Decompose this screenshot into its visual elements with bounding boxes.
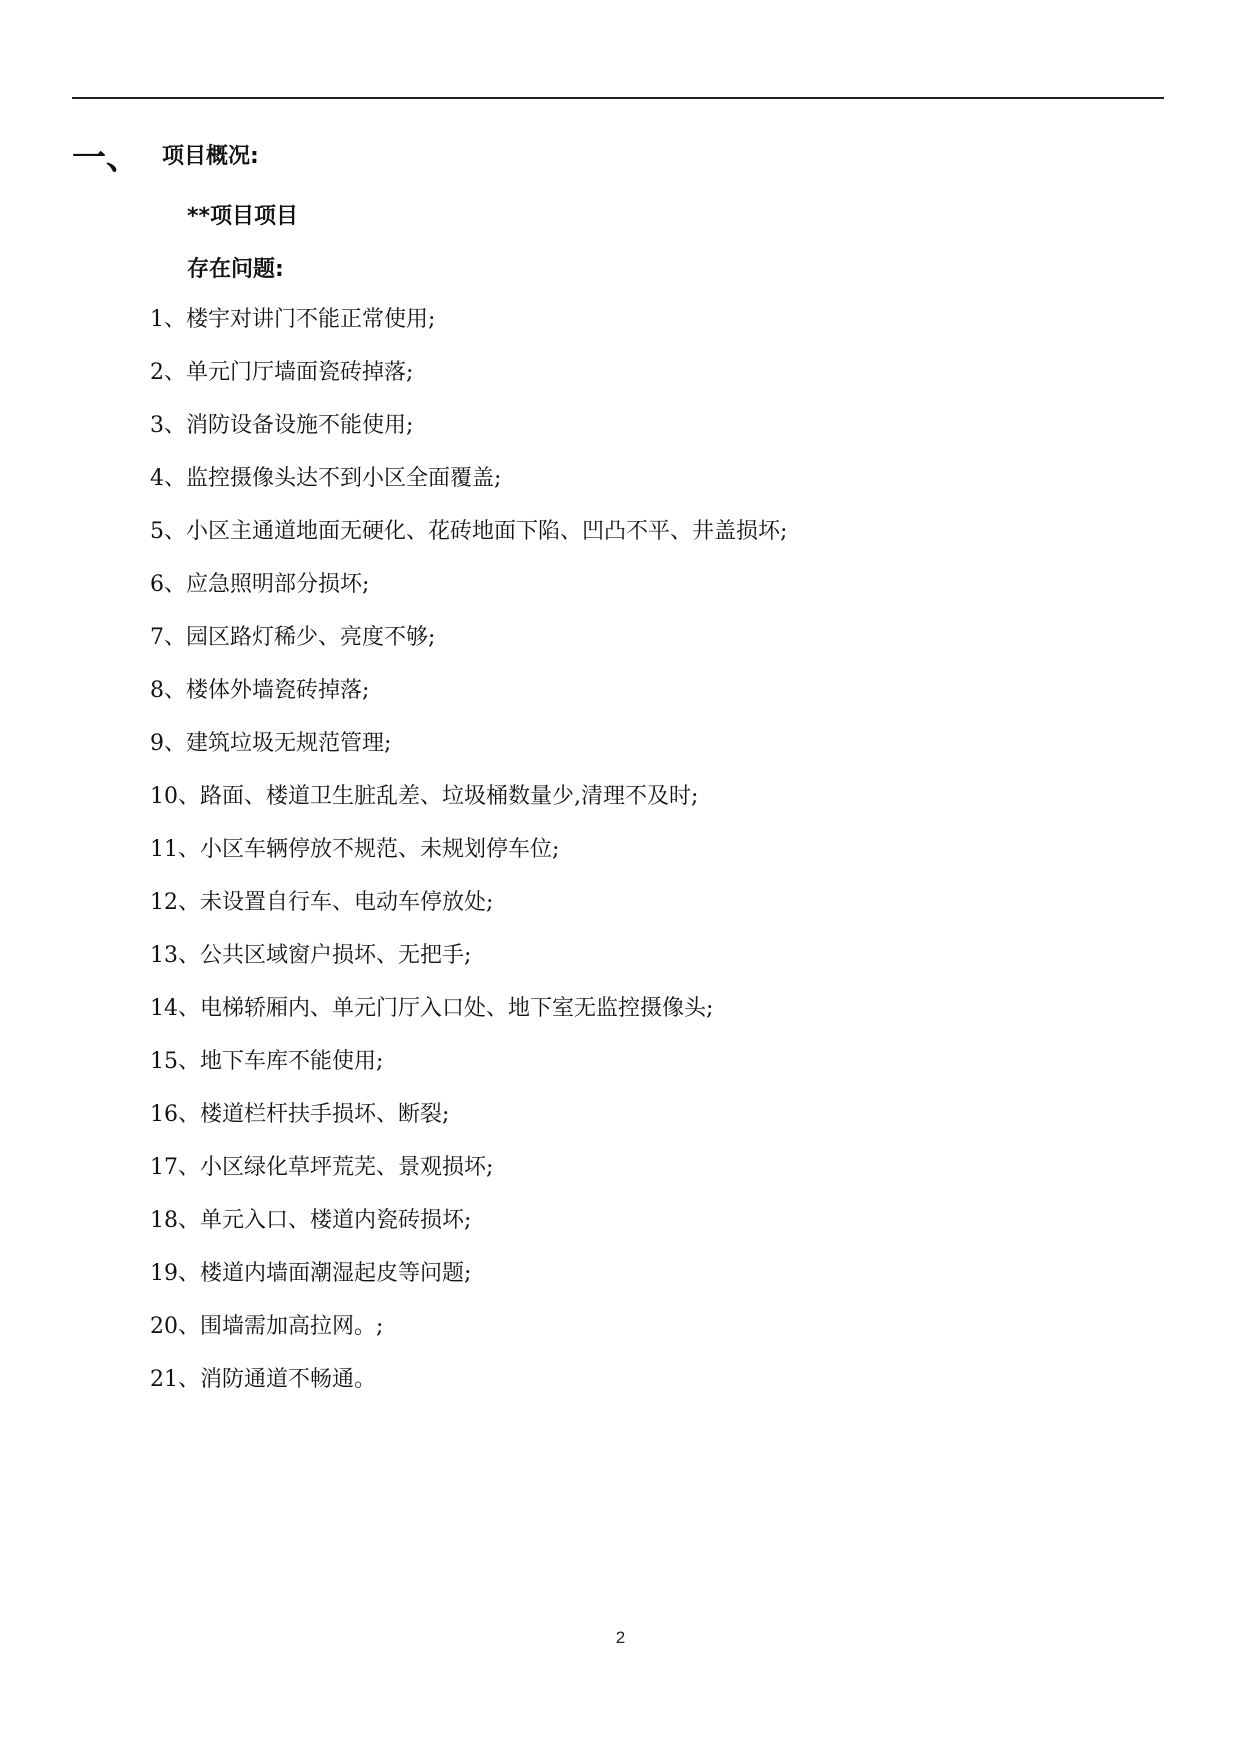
list-item-text: 楼道内墙面潮湿起皮等问题;	[200, 1261, 472, 1286]
list-item	[150, 938, 787, 991]
list-item-text: 监控摄像头达不到小区全面覆盖;	[186, 466, 502, 491]
list-item	[150, 1044, 787, 1097]
list-item-text: 园区路灯稀少、亮度不够;	[186, 625, 436, 650]
list-item	[150, 408, 787, 461]
list-item-text: 消防通道不畅通。	[200, 1367, 377, 1392]
list-item-number: 12、	[150, 890, 200, 915]
list-item-number: 14、	[150, 996, 200, 1021]
list-item-number: 18、	[150, 1208, 200, 1233]
list-item	[150, 1097, 787, 1150]
header-rule	[72, 97, 1164, 99]
list-item-text: 楼道栏杆扶手损坏、断裂;	[200, 1102, 450, 1127]
list-item	[150, 1309, 787, 1362]
list-item-number: 4、	[150, 466, 186, 491]
list-item	[150, 302, 787, 355]
list-item	[150, 1256, 787, 1309]
list-item-number: 20、	[150, 1314, 200, 1339]
list-item-number: 1、	[150, 307, 186, 332]
section-heading	[72, 134, 259, 178]
list-item	[150, 991, 787, 1044]
list-item-number: 9、	[150, 731, 186, 756]
list-item-number: 13、	[150, 943, 200, 968]
list-item-text: 楼体外墙瓷砖掉落;	[186, 678, 370, 703]
list-item	[150, 1150, 787, 1203]
list-item	[150, 461, 787, 514]
list-item-text: 消防设备设施不能使用;	[186, 413, 414, 438]
list-item	[150, 726, 787, 779]
list-item-text: 小区车辆停放不规范、未规划停车位;	[200, 837, 560, 862]
list-item-number: 5、	[150, 519, 186, 544]
list-item-text: 公共区域窗户损坏、无把手;	[200, 943, 472, 968]
list-item	[150, 1203, 787, 1256]
list-item-text: 路面、楼道卫生脏乱差、垃圾桶数量少,清理不及时;	[200, 784, 699, 809]
list-item	[150, 885, 787, 938]
list-item-text: 电梯轿厢内、单元门厅入口处、地下室无监控摄像头;	[200, 996, 714, 1021]
list-item-number: 7、	[150, 625, 186, 650]
issue-list	[150, 302, 787, 1415]
list-item-number: 6、	[150, 572, 186, 597]
list-item-text: 建筑垃圾无规范管理;	[186, 731, 392, 756]
list-item	[150, 567, 787, 620]
list-item-number: 15、	[150, 1049, 200, 1074]
list-item-number: 17、	[150, 1155, 200, 1180]
section-title: 项目概况:	[162, 143, 259, 169]
list-item-number: 2、	[150, 360, 186, 385]
list-item-number: 10、	[150, 784, 200, 809]
project-name: **项目项目	[187, 204, 299, 229]
list-item-text: 单元入口、楼道内瓷砖损坏;	[200, 1208, 472, 1233]
list-item-text: 单元门厅墙面瓷砖掉落;	[186, 360, 414, 385]
list-item-text: 围墙需加高拉网。;	[200, 1314, 384, 1339]
list-item-number: 19、	[150, 1261, 200, 1286]
list-item-text: 未设置自行车、电动车停放处;	[200, 890, 494, 915]
list-item-number: 3、	[150, 413, 186, 438]
list-item-text: 地下车库不能使用;	[200, 1049, 384, 1074]
list-item	[150, 832, 787, 885]
list-item-number: 16、	[150, 1102, 200, 1127]
list-item	[150, 620, 787, 673]
list-item-number: 21、	[150, 1367, 200, 1392]
section-numeral: 一、	[72, 137, 140, 178]
list-item-text: 小区主通道地面无硬化、花砖地面下陷、凹凸不平、井盖损坏;	[186, 519, 788, 544]
list-item	[150, 779, 787, 832]
list-item-text: 小区绿化草坪荒芜、景观损坏;	[200, 1155, 494, 1180]
list-item	[150, 673, 787, 726]
list-item-number: 8、	[150, 678, 186, 703]
issues-heading: 存在问题:	[187, 257, 284, 282]
list-item-number: 11、	[150, 837, 200, 862]
list-item-text: 楼宇对讲门不能正常使用;	[186, 307, 436, 332]
list-item	[150, 514, 787, 567]
list-item	[150, 355, 787, 408]
page-number: 2	[615, 1628, 626, 1647]
list-item	[150, 1362, 787, 1415]
list-item-text: 应急照明部分损坏;	[186, 572, 370, 597]
